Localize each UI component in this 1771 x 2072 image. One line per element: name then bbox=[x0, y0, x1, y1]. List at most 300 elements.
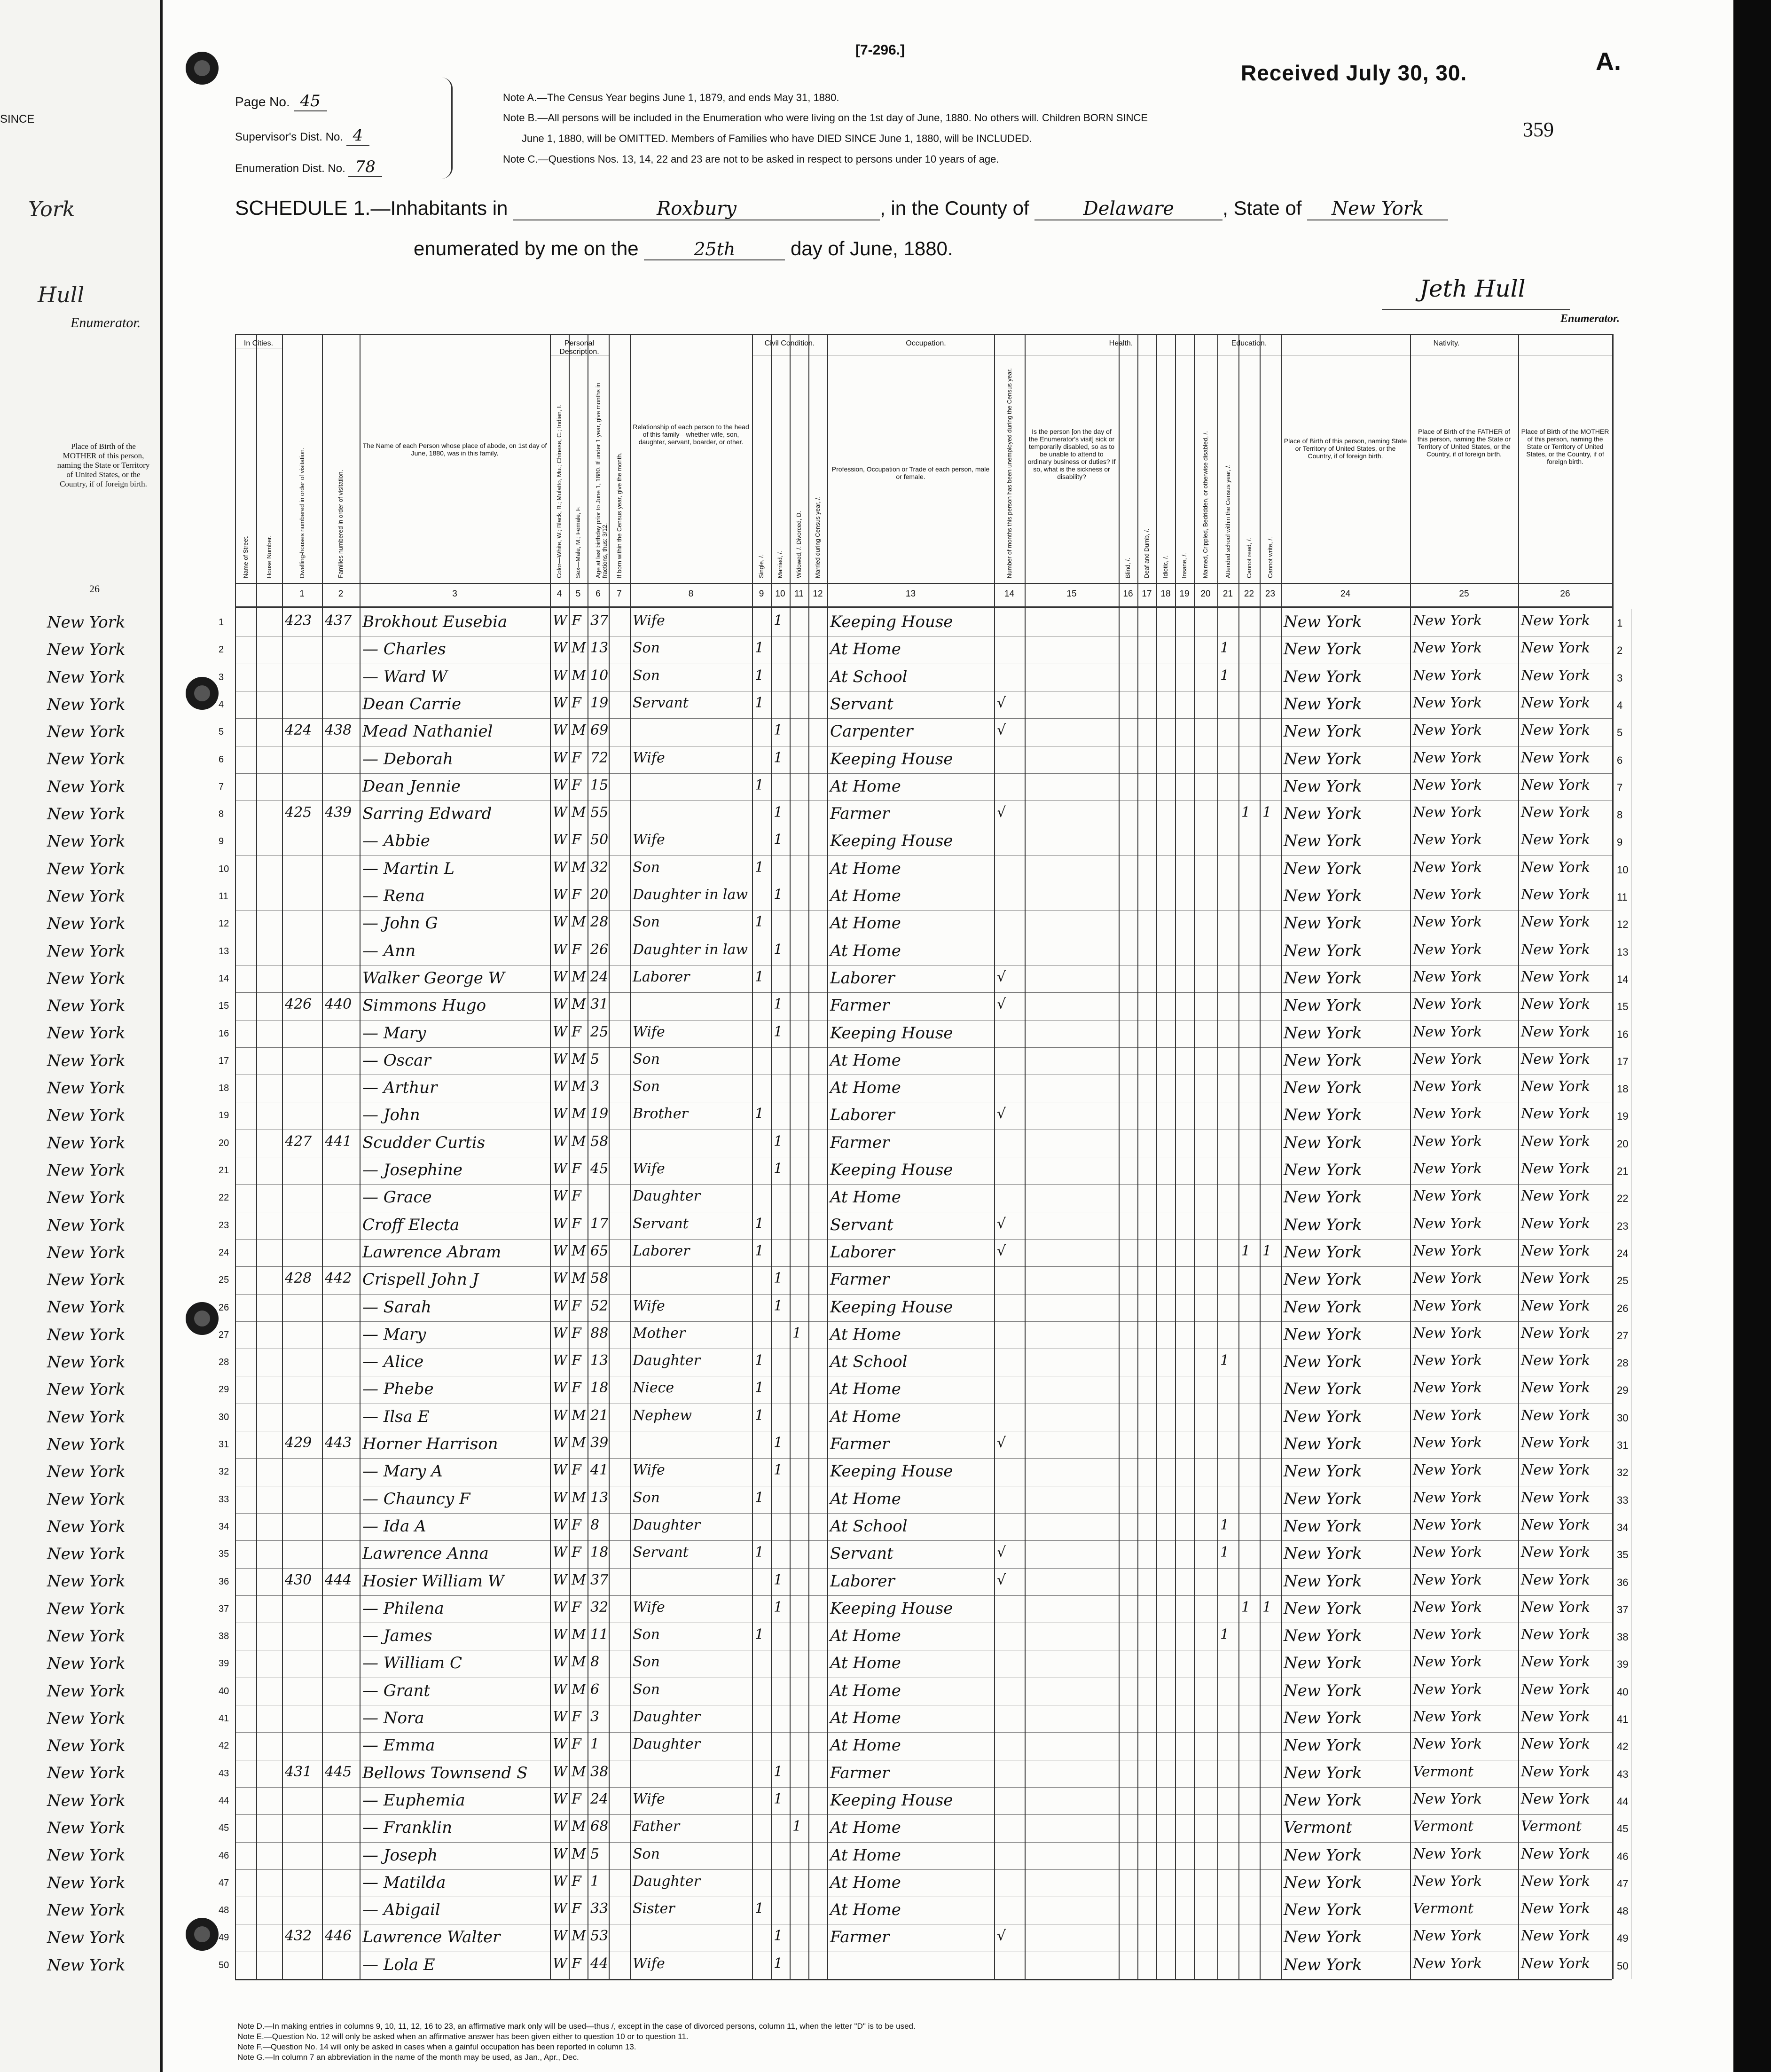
row-number-right: 14 bbox=[1617, 973, 1629, 985]
person-age: 69 bbox=[590, 722, 609, 739]
person-occupation: Laborer bbox=[830, 1571, 895, 1591]
column-rule bbox=[1175, 334, 1176, 1979]
person-relationship: Daughter bbox=[633, 1352, 700, 1369]
person-sex: F bbox=[572, 1215, 581, 1232]
widowed-mark: 1 bbox=[792, 1818, 802, 1835]
note-b: Note B.—All persons will be included in the Enumeration who were living on the 1st day of June, 1880. No others will. Children BORN SINCE bbox=[503, 112, 1148, 124]
person-age: 3 bbox=[590, 1709, 600, 1725]
birthplace-father: New York bbox=[1413, 1599, 1482, 1616]
header-birth-father: Place of Birth of the FATHER of this person, naming the State or Territory of United States, or the Country, if of foreign birth. bbox=[1417, 428, 1511, 458]
birthplace-person: New York bbox=[1284, 1407, 1362, 1426]
person-relationship: Servant bbox=[633, 1544, 689, 1561]
unemployed-mark: √ bbox=[997, 968, 1006, 985]
family-number: 441 bbox=[325, 1133, 352, 1150]
column-rule bbox=[322, 334, 323, 1979]
strip-value: New York bbox=[47, 1298, 125, 1317]
single-mark: 1 bbox=[755, 1626, 764, 1643]
row-number-left: 15 bbox=[219, 1001, 229, 1012]
column-number-line bbox=[235, 606, 1612, 608]
person-sex: M bbox=[572, 1626, 586, 1643]
person-color: W bbox=[553, 1215, 567, 1232]
birthplace-person: New York bbox=[1284, 1571, 1362, 1591]
person-color: W bbox=[553, 1133, 567, 1150]
single-mark: 1 bbox=[755, 1215, 764, 1232]
row-number-left: 16 bbox=[219, 1028, 229, 1039]
person-sex: F bbox=[572, 1955, 581, 1972]
row-number-left: 30 bbox=[219, 1412, 229, 1422]
strip-value: New York bbox=[47, 1955, 125, 1975]
person-sex: F bbox=[572, 1873, 581, 1890]
person-relationship: Daughter bbox=[633, 1516, 700, 1533]
header-insane: Insane, /. bbox=[1181, 553, 1188, 578]
strip-value: New York bbox=[47, 640, 125, 659]
person-age: 13 bbox=[590, 1352, 609, 1369]
birthplace-father: New York bbox=[1413, 804, 1482, 821]
strip-since-text: SINCE bbox=[0, 113, 35, 126]
person-relationship: Daughter bbox=[633, 1873, 700, 1890]
column-rule bbox=[1156, 334, 1157, 1979]
person-relationship: Son bbox=[633, 667, 660, 684]
person-name: Dean Carrie bbox=[362, 694, 462, 714]
birthplace-father: New York bbox=[1413, 667, 1482, 684]
person-name: — James bbox=[362, 1626, 432, 1646]
strip-value: New York bbox=[47, 969, 125, 988]
person-sex: M bbox=[572, 1133, 586, 1150]
row-number-right: 15 bbox=[1617, 1001, 1629, 1013]
column-rule bbox=[790, 334, 791, 1979]
birthplace-person: New York bbox=[1284, 1435, 1362, 1453]
person-age: 88 bbox=[590, 1325, 609, 1342]
person-age: 15 bbox=[590, 777, 609, 793]
birthplace-mother: New York bbox=[1521, 1161, 1590, 1177]
supervisor-value: 4 bbox=[346, 126, 370, 146]
row-number-left: 26 bbox=[219, 1302, 229, 1313]
strip-value: New York bbox=[47, 1024, 125, 1043]
person-occupation: At Home bbox=[830, 859, 901, 878]
person-name: Simmons Hugo bbox=[362, 996, 486, 1015]
row-number-left: 40 bbox=[219, 1686, 229, 1696]
header-blind: Blind, /. bbox=[1124, 557, 1131, 578]
column-rule bbox=[630, 334, 631, 1979]
strip-value: New York bbox=[47, 1928, 125, 1947]
person-color: W bbox=[553, 722, 567, 739]
person-relationship: Wife bbox=[633, 1023, 665, 1040]
person-relationship: Son bbox=[633, 914, 660, 931]
person-occupation: At School bbox=[830, 667, 908, 686]
header-attended: Attended school within the Census year, /. bbox=[1224, 464, 1231, 578]
birthplace-mother: New York bbox=[1521, 1873, 1590, 1890]
person-relationship: Wife bbox=[633, 1790, 665, 1807]
person-color: W bbox=[553, 804, 567, 821]
row-number-right: 35 bbox=[1617, 1549, 1629, 1561]
row-number-right: 5 bbox=[1617, 727, 1623, 739]
birthplace-person: New York bbox=[1284, 1133, 1362, 1152]
birthplace-person: New York bbox=[1284, 1188, 1362, 1207]
row-number-left: 10 bbox=[219, 863, 229, 874]
column-rule bbox=[1194, 334, 1195, 1979]
strip-value: New York bbox=[47, 750, 125, 769]
note-c: Note C.—Questions Nos. 13, 14, 22 and 23 are not to be asked in respect to persons under 10 years of age. bbox=[503, 153, 999, 165]
strip-value: New York bbox=[47, 1490, 125, 1509]
column-rule bbox=[1410, 334, 1411, 1979]
person-sex: F bbox=[572, 1380, 581, 1397]
row-number-left: 18 bbox=[219, 1083, 229, 1094]
birthplace-father: New York bbox=[1413, 1407, 1482, 1424]
form-code: [7-296.] bbox=[855, 42, 905, 58]
row-number-right: 26 bbox=[1617, 1302, 1629, 1314]
birthplace-father: New York bbox=[1413, 1544, 1482, 1561]
birthplace-person: New York bbox=[1284, 968, 1362, 988]
person-sex: M bbox=[572, 667, 586, 684]
person-color: W bbox=[553, 1599, 567, 1616]
single-mark: 1 bbox=[755, 1407, 764, 1424]
enumeration-value: 78 bbox=[348, 157, 382, 177]
person-age: 25 bbox=[590, 1023, 609, 1040]
birthplace-mother: New York bbox=[1521, 859, 1590, 876]
strip-value: New York bbox=[47, 1188, 125, 1208]
person-name: Lawrence Anna bbox=[362, 1544, 489, 1563]
person-age: 21 bbox=[590, 1407, 609, 1424]
person-color: W bbox=[553, 1928, 567, 1945]
birthplace-mother: New York bbox=[1521, 667, 1590, 684]
row-rule bbox=[235, 1047, 1612, 1048]
header-unemployed: Number of months this person has been unemployed during the Census year. bbox=[1005, 368, 1013, 578]
person-sex: M bbox=[572, 859, 586, 876]
person-age: 19 bbox=[590, 694, 609, 711]
person-name: — Mary bbox=[362, 1325, 426, 1344]
married-mark: 1 bbox=[774, 722, 783, 739]
person-relationship: Sister bbox=[633, 1900, 675, 1917]
birthplace-father: New York bbox=[1413, 1325, 1482, 1342]
row-number-left: 17 bbox=[219, 1055, 229, 1066]
row-number-left: 12 bbox=[219, 918, 229, 929]
birthplace-person: New York bbox=[1284, 1462, 1362, 1481]
person-occupation: Servant bbox=[830, 1215, 893, 1234]
group-education: Education. bbox=[1231, 339, 1267, 347]
row-number-right: 39 bbox=[1617, 1658, 1629, 1671]
birthplace-mother: New York bbox=[1521, 1955, 1590, 1972]
birthplace-mother: New York bbox=[1521, 1078, 1590, 1095]
column-number: 1 bbox=[299, 589, 305, 599]
person-name: Croff Electa bbox=[362, 1215, 460, 1234]
strip-value: New York bbox=[47, 805, 125, 824]
family-number: 445 bbox=[325, 1763, 352, 1780]
birthplace-person: New York bbox=[1284, 914, 1362, 933]
person-age: 1 bbox=[590, 1873, 600, 1890]
dwelling-number: 432 bbox=[285, 1928, 312, 1945]
column-number: 11 bbox=[794, 589, 804, 599]
strip-value: New York bbox=[47, 1846, 125, 1865]
birthplace-person: New York bbox=[1284, 1709, 1362, 1727]
birthplace-mother: New York bbox=[1521, 1599, 1590, 1616]
cannot-write-mark: 1 bbox=[1262, 1599, 1272, 1616]
married-mark: 1 bbox=[774, 612, 783, 629]
person-age: 17 bbox=[590, 1215, 609, 1232]
person-color: W bbox=[553, 859, 567, 876]
birthplace-mother: New York bbox=[1521, 1106, 1590, 1122]
row-number-left: 22 bbox=[219, 1193, 229, 1203]
birthplace-person: New York bbox=[1284, 749, 1362, 769]
person-occupation: At Home bbox=[830, 640, 901, 659]
person-occupation: At School bbox=[830, 1352, 908, 1372]
table-top-border bbox=[235, 334, 1612, 335]
person-sex: F bbox=[572, 941, 581, 958]
column-number: 20 bbox=[1200, 589, 1211, 599]
person-sex: M bbox=[572, 1407, 586, 1424]
person-name: Crispell John J bbox=[362, 1270, 479, 1289]
person-sex: F bbox=[572, 1900, 581, 1917]
person-name: — Abigail bbox=[362, 1900, 440, 1920]
header-birth-person: Place of Birth of this person, naming State or Territory of United States, or the Country, if of foreign birth. bbox=[1284, 437, 1407, 460]
person-sex: M bbox=[572, 1106, 586, 1122]
row-number-right: 13 bbox=[1617, 946, 1629, 958]
person-color: W bbox=[553, 1297, 567, 1314]
person-sex: M bbox=[572, 1051, 586, 1067]
married-mark: 1 bbox=[774, 832, 783, 848]
strip-value: New York bbox=[47, 1051, 125, 1070]
enumerated-day: 25th bbox=[644, 239, 785, 260]
person-color: W bbox=[553, 1681, 567, 1698]
person-age: 32 bbox=[590, 859, 609, 876]
enumerator-label: Enumerator. bbox=[1560, 313, 1620, 325]
row-number-left: 49 bbox=[219, 1932, 229, 1943]
married-mark: 1 bbox=[774, 1023, 783, 1040]
person-color: W bbox=[553, 1462, 567, 1479]
cannot-read-mark: 1 bbox=[1241, 804, 1251, 821]
strip-column-number: 26 bbox=[89, 583, 100, 595]
column-number: 10 bbox=[775, 589, 785, 599]
person-occupation: At Home bbox=[830, 1654, 901, 1673]
person-sex: F bbox=[572, 1161, 581, 1177]
birthplace-father: New York bbox=[1413, 1435, 1482, 1451]
person-sex: M bbox=[572, 1763, 586, 1780]
row-number-right: 18 bbox=[1617, 1083, 1629, 1095]
person-age: 24 bbox=[590, 968, 609, 985]
strip-value: New York bbox=[47, 1545, 125, 1564]
birthplace-father: New York bbox=[1413, 612, 1482, 629]
strip-value: New York bbox=[47, 1435, 125, 1454]
birthplace-mother: New York bbox=[1521, 640, 1590, 657]
birthplace-father: New York bbox=[1413, 1736, 1482, 1753]
strip-value: New York bbox=[47, 1626, 125, 1646]
row-rule bbox=[235, 855, 1612, 856]
unemployed-mark: √ bbox=[997, 996, 1006, 1013]
birthplace-person: Vermont bbox=[1284, 1818, 1353, 1837]
row-number-right: 48 bbox=[1617, 1905, 1629, 1917]
supervisor-label: Supervisor's Dist. No. bbox=[235, 131, 343, 143]
person-name: — John G bbox=[362, 914, 438, 933]
row-number-right: 23 bbox=[1617, 1220, 1629, 1232]
person-sex: M bbox=[572, 1489, 586, 1506]
person-occupation: At Home bbox=[830, 887, 901, 905]
person-age: 38 bbox=[590, 1763, 609, 1780]
married-mark: 1 bbox=[774, 749, 783, 766]
birthplace-person: New York bbox=[1284, 1681, 1362, 1700]
column-number: 12 bbox=[813, 589, 823, 599]
person-color: W bbox=[553, 887, 567, 903]
person-relationship: Son bbox=[633, 1681, 660, 1698]
person-occupation: At Home bbox=[830, 1873, 901, 1892]
person-sex: M bbox=[572, 1818, 586, 1835]
strip-value: New York bbox=[47, 1873, 125, 1892]
header-dwelling: Dwelling-houses numbered in order of visitation. bbox=[298, 447, 306, 578]
person-age: 50 bbox=[590, 832, 609, 848]
column-rule bbox=[1137, 334, 1138, 1979]
person-relationship: Servant bbox=[633, 1215, 689, 1232]
row-number-right: 21 bbox=[1617, 1165, 1629, 1177]
birthplace-person: New York bbox=[1284, 722, 1362, 741]
row-number-right: 8 bbox=[1617, 809, 1623, 821]
birthplace-person: New York bbox=[1284, 1790, 1362, 1810]
person-occupation: At Home bbox=[830, 1380, 901, 1399]
birthplace-father: New York bbox=[1413, 1928, 1482, 1945]
row-number-right: 31 bbox=[1617, 1439, 1629, 1451]
person-sex: F bbox=[572, 1516, 581, 1533]
bottom-notes bbox=[237, 2021, 916, 2063]
person-name: Sarring Edward bbox=[362, 804, 492, 824]
birthplace-mother: New York bbox=[1521, 1407, 1590, 1424]
row-rule bbox=[235, 718, 1612, 719]
birthplace-mother: New York bbox=[1521, 749, 1590, 766]
person-name: — Ward W bbox=[362, 667, 447, 686]
birthplace-person: New York bbox=[1284, 1051, 1362, 1070]
person-name: — Chauncy F bbox=[362, 1489, 470, 1508]
strip-value: New York bbox=[47, 942, 125, 961]
person-color: W bbox=[553, 996, 567, 1013]
person-age: 10 bbox=[590, 667, 609, 684]
person-sex: M bbox=[572, 1845, 586, 1862]
birthplace-father: New York bbox=[1413, 1133, 1482, 1150]
birthplace-person: New York bbox=[1284, 1270, 1362, 1289]
person-color: W bbox=[553, 612, 567, 629]
birthplace-person: New York bbox=[1284, 1297, 1362, 1317]
person-name: — John bbox=[362, 1106, 420, 1125]
person-occupation: Laborer bbox=[830, 1242, 895, 1262]
person-color: W bbox=[553, 1051, 567, 1067]
person-occupation: Keeping House bbox=[830, 1161, 953, 1179]
person-age: 39 bbox=[590, 1435, 609, 1451]
single-mark: 1 bbox=[755, 1380, 764, 1397]
person-color: W bbox=[553, 1845, 567, 1862]
person-occupation: Laborer bbox=[830, 1106, 895, 1125]
person-color: W bbox=[553, 941, 567, 958]
row-number-left: 35 bbox=[219, 1549, 229, 1560]
birthplace-mother: New York bbox=[1521, 1763, 1590, 1780]
person-sex: M bbox=[572, 914, 586, 931]
row-number-right: 28 bbox=[1617, 1357, 1629, 1369]
header-cannot-write: Cannot write, /. bbox=[1266, 537, 1274, 578]
birthplace-person: New York bbox=[1284, 1900, 1362, 1920]
row-rule bbox=[235, 1568, 1612, 1569]
person-sex: M bbox=[572, 1681, 586, 1698]
unemployed-mark: √ bbox=[997, 1242, 1006, 1259]
note-a: Note A.—The Census Year begins June 1, 1879, and ends May 31, 1880. bbox=[503, 92, 839, 103]
strip-value: New York bbox=[47, 1271, 125, 1290]
schedule-title: SCHEDULE 1. bbox=[235, 196, 371, 220]
enumerated-tail: day of June, 1880. bbox=[790, 237, 953, 259]
person-age: 6 bbox=[590, 1681, 600, 1698]
strip-value: New York bbox=[47, 887, 125, 906]
strip-value: New York bbox=[47, 613, 125, 632]
person-age: 65 bbox=[590, 1242, 609, 1259]
person-age: 45 bbox=[590, 1161, 609, 1177]
family-number: 439 bbox=[325, 804, 352, 821]
birthplace-mother: New York bbox=[1521, 1051, 1590, 1067]
married-mark: 1 bbox=[774, 941, 783, 958]
row-rule bbox=[235, 1239, 1612, 1240]
row-number-left: 50 bbox=[219, 1960, 229, 1970]
single-mark: 1 bbox=[755, 777, 764, 793]
person-name: — Martin L bbox=[362, 859, 455, 878]
birthplace-father: New York bbox=[1413, 640, 1482, 657]
person-sex: F bbox=[572, 1462, 581, 1479]
person-relationship: Son bbox=[633, 1078, 660, 1095]
birthplace-mother: New York bbox=[1521, 1928, 1590, 1945]
attended-school-mark: 1 bbox=[1220, 1544, 1230, 1561]
column-number: 21 bbox=[1222, 589, 1233, 599]
birthplace-person: New York bbox=[1284, 694, 1362, 714]
column-number: 9 bbox=[759, 589, 764, 599]
person-occupation: Farmer bbox=[830, 1270, 890, 1289]
column-number: 14 bbox=[1004, 589, 1015, 599]
person-sex: F bbox=[572, 749, 581, 766]
birthplace-father: New York bbox=[1413, 1955, 1482, 1972]
person-occupation: At Home bbox=[830, 1078, 901, 1098]
unemployed-mark: √ bbox=[997, 722, 1006, 739]
header-house: House Number. bbox=[265, 535, 273, 578]
person-name: Hosier William W bbox=[362, 1571, 504, 1591]
birthplace-father: Vermont bbox=[1413, 1818, 1473, 1835]
person-age: 31 bbox=[590, 996, 609, 1013]
person-relationship: Wife bbox=[633, 1599, 665, 1616]
note-d: Note D.—In making entries in columns 9, 10, 11, 12, 16 to 23, an affirmative mark only will be used—thus /, except in the case of divorced persons, column 11, when the letter "D" is to be used. bbox=[237, 2022, 916, 2031]
person-name: — Sarah bbox=[362, 1297, 431, 1317]
column-rule bbox=[1281, 334, 1282, 1979]
birthplace-person: New York bbox=[1284, 1380, 1362, 1399]
person-occupation: At Home bbox=[830, 1489, 901, 1508]
row-number-right: 6 bbox=[1617, 754, 1623, 766]
person-relationship: Mother bbox=[633, 1325, 686, 1342]
person-occupation: Farmer bbox=[830, 804, 890, 824]
person-age: 8 bbox=[590, 1516, 600, 1533]
person-age: 72 bbox=[590, 749, 609, 766]
single-mark: 1 bbox=[755, 1900, 764, 1917]
row-number-right: 2 bbox=[1617, 644, 1623, 657]
person-relationship: Daughter in law bbox=[633, 941, 748, 958]
person-color: W bbox=[553, 1242, 567, 1259]
birthplace-person: New York bbox=[1284, 1736, 1362, 1755]
header-name: The Name of each Person whose place of abode, on 1st day of June, 1880, was in this family. bbox=[362, 442, 547, 457]
birthplace-father: New York bbox=[1413, 1051, 1482, 1067]
unemployed-mark: √ bbox=[997, 1571, 1006, 1588]
single-mark: 1 bbox=[755, 1106, 764, 1122]
single-mark: 1 bbox=[755, 640, 764, 657]
single-mark: 1 bbox=[755, 968, 764, 985]
header-married: Married, /. bbox=[776, 550, 784, 578]
schedule-state-label: , State of bbox=[1222, 197, 1302, 219]
row-number-left: 28 bbox=[219, 1357, 229, 1368]
person-age: 58 bbox=[590, 1133, 609, 1150]
group-personal: Personal Description. bbox=[559, 339, 599, 356]
birthplace-mother: New York bbox=[1521, 1489, 1590, 1506]
header-relationship: Relationship of each person to the head of this family—whether wife, son, daughter, servant, boarder, or other. bbox=[633, 423, 749, 446]
married-mark: 1 bbox=[774, 1571, 783, 1588]
dwelling-number: 424 bbox=[285, 722, 312, 739]
birthplace-person: New York bbox=[1284, 1928, 1362, 1947]
cannot-read-mark: 1 bbox=[1241, 1242, 1251, 1259]
person-name: — Philena bbox=[362, 1599, 444, 1618]
cannot-write-mark: 1 bbox=[1262, 804, 1272, 821]
